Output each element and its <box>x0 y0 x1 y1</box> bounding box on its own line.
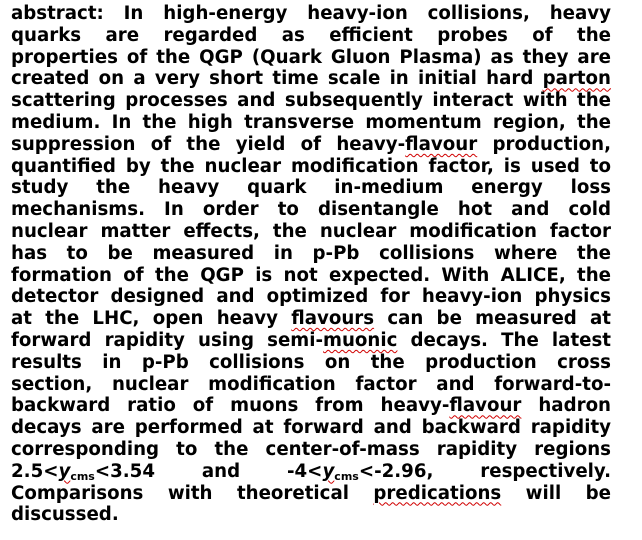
text-run: medium. In the high transverse momentum region, the <box>11 111 611 133</box>
text-run: Comparisons with theoretical <box>11 482 374 504</box>
subscript-cms: cms <box>334 469 359 483</box>
text-run: study the heavy quark in-medium energy loss <box>11 177 611 199</box>
text-line <box>11 90 611 112</box>
text-line <box>11 483 611 505</box>
text-line <box>11 47 611 69</box>
text-run: backward ratio of muons from heavy- <box>11 395 450 417</box>
text-line <box>11 308 611 330</box>
text-run: forward rapidity using semi- <box>11 329 324 351</box>
text-run: created on a very short time scale in initial hard <box>11 68 543 90</box>
text-line <box>11 461 611 483</box>
rapidity-variable: y <box>322 460 335 482</box>
text-line <box>11 417 611 439</box>
text-line <box>11 265 611 287</box>
text-run: can be measured at <box>374 308 611 330</box>
text-line <box>11 243 611 265</box>
misspelled-word: flavour <box>449 395 522 417</box>
text-run: results in p-Pb collisions on the production cross <box>11 351 611 373</box>
text-run: hadron <box>521 395 612 417</box>
text-run: detector designed and optimized for heavy-ion physics <box>11 286 611 308</box>
text-line <box>11 504 611 526</box>
text-run: has to be measured in p-Pb collisions where the <box>11 242 611 264</box>
subscript-cms: cms <box>70 469 95 483</box>
text-run: will be <box>501 482 611 504</box>
text-run: <3.54 and -4< <box>94 460 323 482</box>
misspelled-word: muonic <box>323 329 398 351</box>
text-run: abstract: In high-energy heavy-ion collisions, heavy <box>11 3 611 24</box>
text-run: nuclear matter effects, the nuclear modification factor <box>11 220 611 242</box>
text-line <box>11 330 611 352</box>
text-run: at the LHC, open heavy <box>11 308 292 330</box>
text-run: section, nuclear modification factor and forward-to- <box>11 373 611 395</box>
text-run: <-2.96, respectively. <box>358 460 611 482</box>
text-run: quarks are regarded as efficient probes of the <box>11 24 611 46</box>
misspelled-word: flavour <box>405 133 478 155</box>
text-line <box>11 3 611 25</box>
text-run: production, <box>477 133 612 155</box>
text-run: corresponding to the center-of-mass rapidity regions <box>11 438 611 460</box>
text-line <box>11 395 611 417</box>
abstract-paragraph <box>11 3 611 526</box>
text-line <box>11 221 611 243</box>
text-run: formation of the QGP is not expected. With ALICE, the <box>11 264 611 286</box>
text-line <box>11 374 611 396</box>
text-run: 2.5< <box>11 460 59 482</box>
text-run: properties of the QGP (Quark Gluon Plasma) as they are <box>11 46 611 68</box>
rapidity-variable: y <box>58 460 71 482</box>
text-line <box>11 112 611 134</box>
text-run: decays. The latest <box>397 329 611 351</box>
text-run: decays are performed at forward and backward rapidity <box>11 417 611 439</box>
misspelled-word: parton <box>542 68 611 90</box>
text-run: discussed. <box>11 504 119 526</box>
text-line <box>11 68 611 90</box>
text-line <box>11 25 611 47</box>
text-line <box>11 352 611 374</box>
text-run: suppression of the yield of heavy- <box>11 133 406 155</box>
text-run: scattering processes and subsequently interact with the <box>11 90 611 112</box>
text-line <box>11 134 611 156</box>
text-line <box>11 199 611 221</box>
misspelled-word: flavours <box>291 308 375 330</box>
text-line <box>11 439 611 461</box>
text-run: mechanisms. In order to disentangle hot and cold <box>11 199 611 221</box>
text-line <box>11 177 611 199</box>
text-line <box>11 156 611 178</box>
misspelled-word: predications <box>373 482 502 504</box>
text-line <box>11 286 611 308</box>
text-run: quantified by the nuclear modification factor, is used to <box>11 155 611 177</box>
